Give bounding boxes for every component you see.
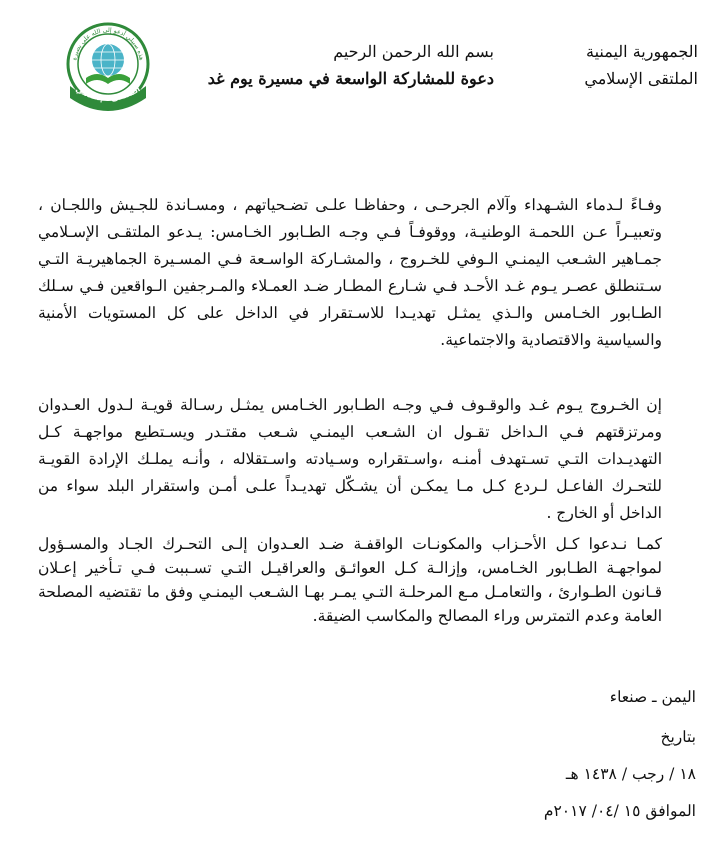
dated-label: بتاريخ (660, 728, 696, 746)
logo-bottom-text: الملتقى الإسلامي (74, 84, 142, 104)
paragraph-appeal: كمـا نـدعوا كـل الأحـزاب والمكونـات الواقفـة ضـد العـدوان إلـى التحـرك الجـاد والمسـؤول لمواجهـة الطـابور الخـامس، وإزالـة كـل العوائـق والعراقيـل التـي تسـببت فـي تـأخير إعـلان قـانون الطـوارئ ، والتعامـل مـع المرحلـة التـي يمـر بهـا الشـعب اليمنـي وفق ما تقتضيه المصلحة العامة وعدم التمترس وراء المصالح والمكاسب الضيقة. (38, 535, 662, 625)
forum-logo (62, 12, 154, 124)
invitation-title: دعوة للمشاركة الواسعة في مسيرة يوم غد (207, 69, 494, 88)
header-center (208, 38, 494, 92)
republic-name: الجمهورية اليمنية (585, 42, 698, 61)
paragraph-significance: إن الخـروج يـوم غـد والوقـوف فـي وجـه الطـابور الخـامس يمثـل رسـالة قويـة لـدول العـدوان ومرتزقتهم فـي الـداخل تقـول ان الشـعب اليمنـي شـعب مقتـدر ويسـتطيع مواجهـة كـل التهديـدات التـي تسـتهدف أمنـه ،واسـتقراره وسـيادته واسـتقلاله ، وأنـه يملـك الإرادة القويـة للتحـرك الفاعـل لـردع كـل مـا يمكـن أن يشـكّل تهديـداً علـى أمـن واستقرار البلد سواء من الداخل أو الخارج . (38, 396, 662, 522)
gregorian-date: الموافق ١٥ /٠٤/ ٢٠١٧م (543, 802, 696, 820)
hijri-date: ١٨ / رجب / ١٤٣٨ هـ (565, 765, 696, 783)
paragraph-intro: وفـاءً لـدماء الشـهداء وآلام الجرحـى ، وحفاظـا علـى تضـحياتهم ، ومسـاندة للجـيش واللجـان ، وتعبيـراً عـن اللحمـة الوطنيـة، ووقوفـاً فـي وجـه الطـابور الخـامس: يـدعو الملتقـى الإسـلامي جمـاهير الشـعب اليمنـي الـوفي للخـروج ، والمشـاركة الواسـعة فـي المسـيرة الجماهيريـة التـي سـتنطلق عصـر يـوم غـد الأحـد فـي شـارع المطـار ضـد العمـلاء والمـرجفين الـواقعين فـي سـلك الطـابور الخـامس والـذي يمثـل تهديـدا للاسـتقرار في الداخل على كل المستويات الأمنية والسياسية والاقتصادية والاجتماعية. (38, 196, 662, 349)
forum-name: الملتقى الإسلامي (584, 69, 698, 88)
place-line: اليمن ـ صنعاء (609, 688, 696, 706)
header-issuer (584, 38, 698, 92)
logo-top-text: هذه سبيلي أدعو إلى الله على بصيرة (71, 26, 145, 61)
basmala: بسم الله الرحمن الرحيم (333, 42, 494, 61)
